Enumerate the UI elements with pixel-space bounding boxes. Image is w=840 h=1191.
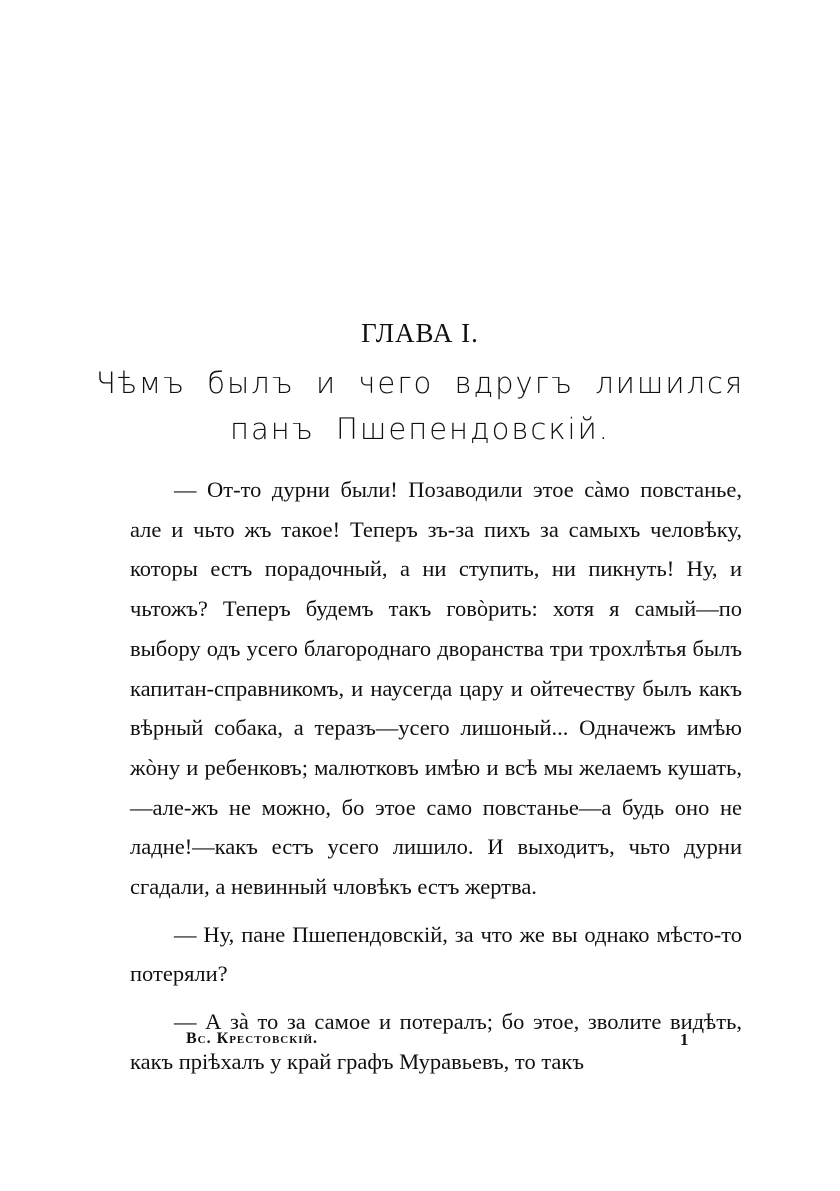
paragraph: — А зà то за самое и потералъ; бо этое, зволите видѣть, какъ пріѣхалъ у край графъ Муравьевъ, то такъ — [130, 1009, 742, 1074]
paragraph: — От-то дурни были! Позаводили этое сàмо повстанье, але и чьто жъ такое! Теперъ зъ-за пихъ за самыхъ человѣку, которы естъ порадочный, а ни ступить, ни пикнуть! Ну, и чьтожъ? Теперъ будемъ такъ говòрить: хотя я самый—по выбору одъ усего благороднаго дворанства три трохлѣтья былъ капитан-справникомъ, и наусегда цару и ойтечеству былъ какъ вѣрный собака, а теразъ—усего лишоный... Одначежъ имѣю жòну и ребенковъ; малютковъ имѣю и всѣ мы желаемъ кушать,—але-жъ не можно, бо этое само повстанье—а будь оно не ладне!—какъ естъ усего лишило. И выходитъ, чьто дурни сгадали, а невинный чловѣкъ естъ жертва. — [130, 477, 742, 900]
chapter-number: ГЛАВА I. — [361, 318, 479, 348]
paragraph: — Ну, пане Пшепендовскій, за что же вы однако мѣсто-то потеряли? — [130, 921, 742, 987]
footer-author: Вс. Крестовскій. — [186, 1030, 319, 1047]
signature-mark: 1 — [680, 1030, 689, 1049]
chapter-title-line-1: Чѣмъ былъ и чего вдругъ лишился — [95, 366, 745, 400]
chapter-title-line-2: панъ Пшепендовскій. — [230, 412, 610, 446]
body-text — [130, 470, 742, 1090]
